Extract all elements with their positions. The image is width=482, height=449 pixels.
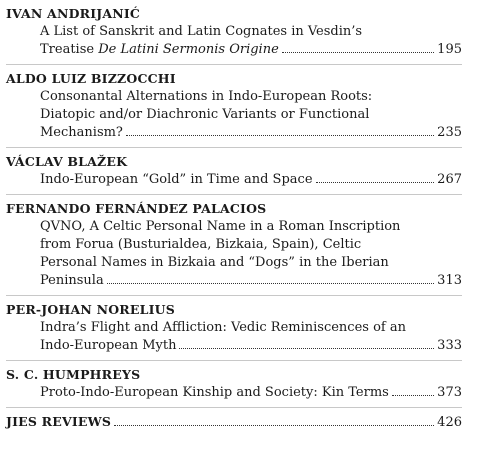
reviews-line	[6, 413, 462, 432]
article-title-text: Indo-European Myth	[40, 338, 177, 353]
article-title-line: Consonantal Alternations in Indo-European Roots:	[40, 89, 373, 104]
toc-entry-fernandez-palacios	[6, 200, 462, 296]
italic-title: De Latini Sermonis Origine	[98, 42, 279, 57]
dot-leader	[107, 283, 434, 284]
article-title-text: Mechanism?	[40, 125, 123, 140]
author-name: S. C. HUMPHREYS	[6, 367, 141, 382]
author-name: ALDO LUIZ BIZZOCCHI	[6, 71, 176, 86]
toc-entry-andrijanic	[6, 5, 462, 65]
article-title-line: from Forua (Busturialdea, Bizkaia, Spain), Celtic	[40, 237, 362, 252]
article-title-last-line	[6, 384, 462, 402]
dot-leader	[282, 52, 434, 53]
toc-entry-humphreys	[6, 366, 462, 408]
article-title-line: QVNO, A Celtic Personal Name in a Roman Inscription	[40, 219, 401, 234]
page-number: 235	[437, 125, 462, 140]
article-title-last-line	[6, 41, 462, 59]
article-title-text: Peninsula	[40, 273, 104, 288]
author-name: FERNANDO FERNÁNDEZ PALACIOS	[6, 201, 267, 216]
article-title-line: Diatopic and/or Diachronic Variants or Functional	[40, 107, 370, 122]
article-title-line: Personal Names in Bizkaia and “Dogs” in the Iberian	[40, 255, 389, 270]
page-number: 426	[437, 415, 462, 430]
page-number: 313	[437, 273, 462, 288]
toc-entry-bizzocchi	[6, 70, 462, 148]
article-title-line: A List of Sanskrit and Latin Cognates in Vesdin’s	[40, 24, 363, 39]
toc-entry-blazek	[6, 153, 462, 195]
author-name: PER-JOHAN NORELIUS	[6, 302, 175, 317]
toc-entry-norelius	[6, 301, 462, 361]
article-title-text: Treatise De Latini Sermonis Origine	[40, 42, 279, 57]
article-title-last-line	[6, 171, 462, 189]
page-number: 373	[437, 385, 462, 400]
table-of-contents	[6, 5, 462, 442]
dot-leader	[114, 425, 434, 426]
author-name: IVAN ANDRIJANIĆ	[6, 6, 141, 21]
page-number: 267	[437, 172, 462, 187]
article-title-last-line	[6, 337, 462, 355]
article-title-line: Indra’s Flight and Affliction: Vedic Reminiscences of an	[40, 320, 406, 335]
toc-entry-reviews	[6, 413, 462, 437]
page-number: 333	[437, 338, 462, 353]
author-name: VÁCLAV BLAŽEK	[6, 154, 128, 169]
article-title-last-line	[6, 124, 462, 142]
page-number: 195	[437, 42, 462, 57]
reviews-label: JIES REVIEWS	[6, 414, 112, 429]
dot-leader	[126, 135, 434, 136]
dot-leader	[392, 395, 434, 396]
article-title-text: Indo-European “Gold” in Time and Space	[40, 172, 313, 187]
dot-leader	[316, 182, 435, 183]
article-title-text: Proto-Indo-European Kinship and Society: Kin Terms	[40, 385, 389, 400]
article-title-last-line	[6, 272, 462, 290]
dot-leader	[179, 348, 434, 349]
